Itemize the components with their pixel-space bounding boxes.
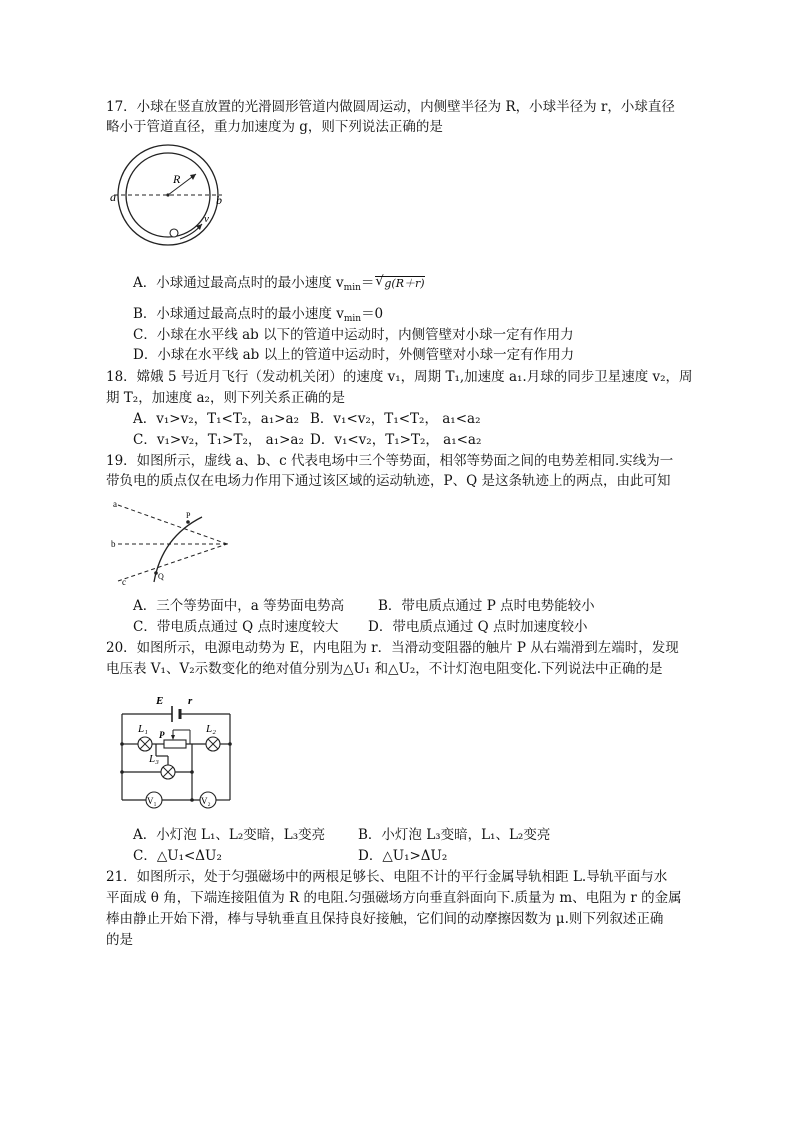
q17-circular-tube-figure <box>110 140 230 252</box>
q18-stem-line2: 期 T₂，加速度 a₂，则下列关系正确的是 <box>106 390 345 406</box>
q19-label-Q: Q <box>158 572 164 581</box>
q20-stem-line1: 20．如图所示，电源电动势为 E，内电阻为 r．当滑动变阻器的触片 P 从右端滑到左端时，发现 <box>106 640 679 656</box>
q20-label-P: P <box>159 730 165 740</box>
q17-option-c: C．小球在水平线 ab 以下的管道中运动时，内侧管壁对小球一定有作用力 <box>133 327 574 343</box>
q20-option-c: C．△U₁<ΔU₂ <box>133 848 222 864</box>
q18-option-a: A．v₁>v₂，T₁<T₂，a₁>a₂ <box>133 411 300 427</box>
q20-label-V1: V₁ <box>147 796 157 806</box>
q17-option-d: D．小球在水平线 ab 以上的管道中运动时，外侧管壁对小球一定有作用力 <box>133 347 575 363</box>
q17-option-a: A．小球通过最高点时的最小速度 $v_{min}=$ √ g(R＋r) <box>133 274 425 293</box>
q18-option-b: B．v₁<v₂，T₁<T₂， a₁<a₂ <box>310 411 481 427</box>
q19-label-c: c <box>122 577 126 587</box>
q17-label-a: a <box>110 190 116 204</box>
q20-label-V2: V₂ <box>201 796 211 806</box>
q17-option-b: B．小球通过最高点时的最小速度 $v_{min}=0$ <box>133 306 384 324</box>
q18-stem-line1: 18．嫦娥 5 号近月飞行（发动机关闭）的速度 v₁，周期 T₁,加速度 a₁.月球的同步卫星速度 v₂，周 <box>106 369 693 385</box>
q17-stem-line1: 17．小球在竖直放置的光滑圆形管道内做圆周运动，内侧壁半径为 R，小球半径为 r，小球直径 <box>106 99 675 115</box>
q19-label-P: P <box>186 511 191 520</box>
q20-label-L1: L₁ <box>138 723 148 735</box>
q19-option-a: A．三个等势面中，a 等势面电势高 <box>133 598 345 614</box>
q20-label-L3: L₃ <box>149 753 159 765</box>
q19-label-b: b <box>111 539 116 549</box>
q17-stem-line2: 略小于管道直径，重力加速度为 g，则下列说法正确的是 <box>106 119 443 135</box>
q18-option-d: D．v₁<v₂，T₁>T₂， a₁<a₂ <box>310 432 482 448</box>
q18-option-c: C．v₁>v₂，T₁>T₂， a₁>a₂ <box>133 432 304 448</box>
q20-stem-line2: 电压表 V₁、V₂示数变化的绝对值分别为△U₁ 和△U₂，不计灯泡电阻变化.下列说法中正确的是 <box>106 661 663 677</box>
q19-label-a: a <box>113 499 117 509</box>
q19-stem-line1: 19．如图所示，虚线 a、b、c 代表电场中三个等势面，相邻等势面之间的电势差相同.实线为一 <box>106 453 674 469</box>
q17-label-b: b <box>216 193 222 207</box>
q21-stem-line3: 棒由静止开始下滑，棒与导轨垂直且保持良好接触，它们间的动摩擦因数为 μ.则下列叙述正确 <box>106 911 664 927</box>
q21-stem-line4: 的是 <box>106 932 133 948</box>
q20-label-r: r <box>188 695 193 707</box>
q21-stem-line2: 平面成 θ 角，下端连接阻值为 R 的电阻.匀强磁场方向垂直斜面向下.质量为 m、电阻为 r 的金属 <box>106 890 682 906</box>
q19-equipotential-figure <box>110 497 240 589</box>
q19-option-d: D．带电质点通过 Q 点时加速度较小 <box>368 619 588 635</box>
q19-option-b: B．带电质点通过 P 点时电势能较小 <box>378 598 595 614</box>
q20-option-b: B．小灯泡 L₃变暗，L₁、L₂变亮 <box>358 827 551 843</box>
q21-stem-line1: 21．如图所示，处于匀强磁场中的两根足够长、电阻不计的平行金属导轨相距 L.导轨平面与水 <box>106 869 668 885</box>
q20-label-L2: L₂ <box>206 723 216 735</box>
q17-label-v: v <box>204 213 209 225</box>
q19-option-c: C．带电质点通过 Q 点时速度较大 <box>133 619 339 635</box>
q17-sqrt-expression: √ g(R＋r) <box>375 274 425 290</box>
q20-circuit-figure <box>116 690 236 812</box>
q20-option-d: D．△U₁>ΔU₂ <box>358 848 448 864</box>
q19-stem-line2: 带负电的质点仅在电场力作用下通过该区域的运动轨迹，P、Q 是这条轨迹上的两点，由此可知 <box>106 473 671 489</box>
q17-label-R: R <box>173 172 181 186</box>
q20-label-E: E <box>156 695 164 707</box>
q20-option-a: A．小灯泡 L₁、L₂变暗，L₃变亮 <box>133 827 326 843</box>
